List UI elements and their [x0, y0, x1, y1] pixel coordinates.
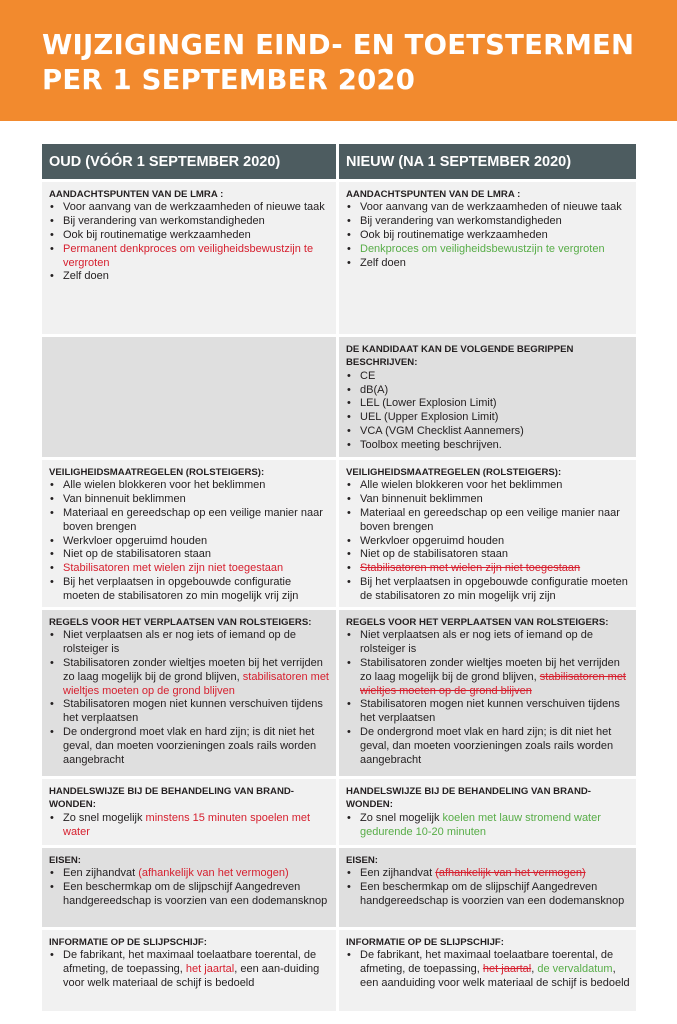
changed-text: Stabilisatoren met wielen zijn niet toegestaan: [63, 562, 284, 575]
item-text: Niet op de stabilisatoren staan: [63, 548, 211, 561]
list-item: [346, 812, 630, 840]
changed-text: koelen met lauw stromend water gedurende 10-20 minuten: [360, 811, 601, 838]
item-text: Zo snel mogelijk: [360, 811, 443, 824]
list-item: [49, 562, 330, 576]
cell-new: [339, 779, 636, 845]
list-item: [346, 507, 630, 535]
item-text: Materiaal en gereedschap op een veilige manier naar boven brengen: [63, 507, 323, 533]
page-title: [42, 28, 652, 98]
item-text: , een aan-duiding voor welk materiaal de schijf is bedoeld: [63, 963, 320, 989]
list-item: [346, 949, 630, 990]
table-row: [42, 337, 636, 457]
table-row: [42, 779, 636, 845]
item-text: Van binnenuit beklimmen: [63, 493, 186, 506]
list-item: [346, 479, 630, 493]
list-item: [346, 881, 630, 909]
removed-text: Stabilisatoren met wielen zijn niet toegestaan: [360, 562, 581, 575]
item-text: Alle wielen blokkeren voor het beklimmen: [63, 479, 266, 492]
table-row: [42, 460, 636, 607]
column-header-new: NIEUW (NA 1 SEPTEMBER 2020): [339, 144, 636, 179]
section-title: AANDACHTSPUNTEN VAN DE LMRA :: [346, 189, 521, 200]
list-item: [49, 507, 330, 535]
list-item: [346, 657, 630, 698]
page-title-line-2: PER 1 SEPTEMBER 2020: [42, 64, 416, 96]
changed-text: (afhankelijk van het vermogen): [138, 867, 289, 880]
cell-old: [42, 610, 336, 776]
table-row: [42, 930, 636, 1011]
list-item: [346, 229, 630, 243]
list-item: [346, 562, 630, 576]
list-item: [346, 411, 630, 425]
list-item: [49, 698, 330, 726]
bullet-list: [346, 201, 630, 270]
item-text: Zelf doen: [63, 270, 109, 283]
bullet-list: [346, 479, 630, 603]
list-item: [346, 867, 630, 881]
cell-old: [42, 337, 336, 457]
cell-new: [339, 182, 636, 334]
cell-new: [339, 460, 636, 607]
cell-old: [42, 930, 336, 1011]
list-item: [346, 576, 630, 604]
list-item: [49, 867, 330, 881]
section-title: VEILIGHEIDSMAATREGELEN (ROLSTEIGERS):: [49, 467, 265, 478]
item-text: Ook bij routinematige werkzaamheden: [360, 229, 548, 241]
item-text: CE: [360, 369, 376, 382]
item-text: Stabilisatoren zonder wieltjes moeten bij het verrijden zo laag mogelijk bij de grond blijven,: [360, 657, 620, 683]
list-item: [49, 535, 330, 549]
changed-text: minstens 15 minuten spoelen met water: [63, 811, 311, 838]
list-item: [346, 425, 630, 439]
list-item: [346, 243, 630, 257]
list-item: [49, 215, 330, 229]
cell-old: [42, 182, 336, 334]
section-title: EISEN:: [49, 855, 81, 866]
item-text: dB(A): [360, 383, 389, 396]
item-text: Zelf doen: [360, 256, 406, 269]
list-item: [346, 439, 630, 453]
item-text: Een beschermkap om de slijpschijf Aangedreven handgereedschap is voorzien van een dodemansknop: [360, 881, 625, 907]
changed-text: het jaartal: [185, 963, 235, 976]
item-text: Werkvloer opgeruimd houden: [63, 534, 208, 547]
changed-text: Permanent denkproces om veiligheidsbewustzijn te vergroten: [63, 242, 314, 269]
list-item: [49, 229, 330, 243]
list-item: [49, 576, 330, 604]
section-title: AANDACHTSPUNTEN VAN DE LMRA :: [49, 189, 224, 200]
item-text: Niet op de stabilisatoren staan: [360, 548, 508, 561]
list-item: [49, 548, 330, 562]
list-item: [346, 397, 630, 411]
section-title: REGELS VOOR HET VERPLAATSEN VAN ROLSTEIGERS:: [49, 617, 312, 628]
list-item: [346, 493, 630, 507]
list-item: [49, 270, 330, 284]
bullet-list: [49, 629, 330, 767]
table-row: [42, 182, 636, 334]
item-text: ,: [531, 963, 538, 976]
cell-new: [339, 610, 636, 776]
item-text: Een zijhandvat: [63, 867, 139, 880]
item-text: Stabilisatoren mogen niet kunnen verschuiven tijdens het verplaatsen: [63, 698, 323, 725]
bullet-list: [49, 812, 330, 840]
item-text: Een zijhandvat: [360, 867, 436, 880]
item-text: Stabilisatoren mogen niet kunnen verschuiven tijdens het verplaatsen: [360, 698, 620, 725]
item-text: , een aanduiding voor welk materiaal de schijf is bedoeld: [360, 963, 630, 989]
list-item: [49, 629, 330, 657]
item-text: Zo snel mogelijk: [63, 811, 146, 824]
list-item: [49, 949, 330, 990]
list-item: [346, 257, 630, 271]
bullet-list: [346, 370, 630, 453]
list-item: [49, 243, 330, 271]
item-text: Werkvloer opgeruimd houden: [360, 534, 505, 547]
item-text: Bij verandering van werkomstandigheden: [63, 215, 265, 228]
cell-new: [339, 848, 636, 927]
list-item: [346, 535, 630, 549]
table-row: [42, 610, 636, 776]
item-text: Van binnenuit beklimmen: [360, 493, 483, 506]
item-text: Bij het verplaatsen in opgebouwde configuratie moeten de stabilisatoren zo min mogelijk vrij zijn: [360, 575, 628, 602]
list-item: [346, 548, 630, 562]
changed-text: Denkproces om veiligheidsbewustzijn te vergroten: [360, 242, 605, 255]
section-title: HANDELSWIJZE BIJ DE BEHANDELING VAN BRAND-WONDEN:: [49, 786, 295, 811]
item-text: Stabilisatoren zonder wieltjes moeten bij het verrijden zo laag mogelijk bij de grond blijven,: [63, 657, 323, 683]
item-text: UEL (Upper Explosion Limit): [360, 411, 499, 424]
cell-old: [42, 460, 336, 607]
list-item: [49, 657, 330, 698]
page-title-line-1: WIJZIGINGEN EIND- EN TOETSTERMEN: [42, 29, 635, 61]
section-title: REGELS VOOR HET VERPLAATSEN VAN ROLSTEIGERS:: [346, 617, 609, 628]
list-item: [346, 698, 630, 726]
item-text: De ondergrond moet vlak en hard zijn; is dit niet het geval, dan moeten voorzieningen zoals rails worden aangebracht: [360, 725, 614, 766]
section-title: INFORMATIE OP DE SLIJPSCHIJF:: [49, 937, 207, 948]
bullet-list: [346, 812, 630, 840]
bullet-list: [49, 949, 330, 990]
removed-text: (afhankelijk van het vermogen): [435, 867, 586, 880]
section-title: EISEN:: [346, 855, 378, 866]
item-text: De fabrikant, het maximaal toelaatbare toerental, de afmeting, de toepassing,: [63, 949, 317, 976]
list-item: [346, 215, 630, 229]
list-item: [346, 384, 630, 398]
bullet-list: [49, 479, 330, 603]
item-text: Voor aanvang van de werkzaamheden of nieuwe taak: [63, 201, 325, 214]
cell-old: [42, 848, 336, 927]
table-header-row: [42, 144, 636, 179]
removed-text: stabilisatoren met wieltjes moeten op de grond blijven: [360, 670, 626, 697]
table-row: [42, 848, 636, 927]
bullet-list: [346, 867, 630, 908]
list-item: [49, 493, 330, 507]
item-text: Materiaal en gereedschap op een veilige manier naar boven brengen: [360, 507, 620, 533]
bullet-list: [346, 629, 630, 767]
item-text: Voor aanvang van de werkzaamheden of nieuwe taak: [360, 201, 622, 214]
section-title: VEILIGHEIDSMAATREGELEN (ROLSTEIGERS):: [346, 467, 562, 478]
table-body: [42, 182, 636, 1011]
list-item: [346, 201, 630, 215]
item-text: De ondergrond moet vlak en hard zijn; is dit niet het geval, dan moeten voorzieningen zoals rails worden aangebracht: [63, 725, 317, 766]
list-item: [346, 629, 630, 657]
column-header-old: OUD (VÓÓR 1 SEPTEMBER 2020): [42, 144, 336, 179]
bullet-list: [49, 201, 330, 284]
list-item: [49, 881, 330, 909]
changed-text: de vervaldatum: [537, 963, 613, 976]
comparison-table: [42, 144, 636, 1011]
item-text: De fabrikant, het maximaal toelaatbare toerental, de afmeting, de toepassing,: [360, 949, 614, 976]
header-banner: [0, 0, 677, 121]
bullet-list: [346, 949, 630, 990]
list-item: [49, 479, 330, 493]
cell-old: [42, 779, 336, 845]
changed-text: stabilisatoren met wieltjes moeten op de grond blijven: [63, 670, 329, 697]
list-item: [49, 201, 330, 215]
item-text: Bij verandering van werkomstandigheden: [360, 215, 562, 228]
item-text: Toolbox meeting beschrijven.: [360, 438, 502, 451]
section-title: INFORMATIE OP DE SLIJPSCHIJF:: [346, 937, 504, 948]
bullet-list: [49, 867, 330, 908]
item-text: Bij het verplaatsen in opgebouwde configuratie moeten de stabilisatoren zo min mogelijk vrij zijn: [63, 575, 299, 602]
item-text: Een beschermkap om de slijpschijf Aangedreven handgereedschap is voorzien van een dodemansknop: [63, 881, 328, 907]
item-text: Alle wielen blokkeren voor het beklimmen: [360, 479, 563, 492]
list-item: [346, 726, 630, 767]
list-item: [49, 812, 330, 840]
section-title: DE KANDIDAAT KAN DE VOLGENDE BEGRIPPEN BESCHRIJVEN:: [346, 344, 574, 369]
removed-text: het jaartal: [482, 963, 532, 976]
list-item: [49, 726, 330, 767]
item-text: Niet verplaatsen als er nog iets of iemand op de rolsteiger is: [360, 629, 593, 656]
list-item: [346, 370, 630, 384]
item-text: Ook bij routinematige werkzaamheden: [63, 229, 251, 241]
item-text: VCA (VGM Checklist Aannemers): [360, 425, 524, 437]
cell-new: [339, 930, 636, 1011]
item-text: LEL (Lower Explosion Limit): [360, 397, 497, 410]
cell-new: [339, 337, 636, 457]
section-title: HANDELSWIJZE BIJ DE BEHANDELING VAN BRAND-WONDEN:: [346, 786, 592, 811]
item-text: Niet verplaatsen als er nog iets of iemand op de rolsteiger is: [63, 629, 296, 656]
